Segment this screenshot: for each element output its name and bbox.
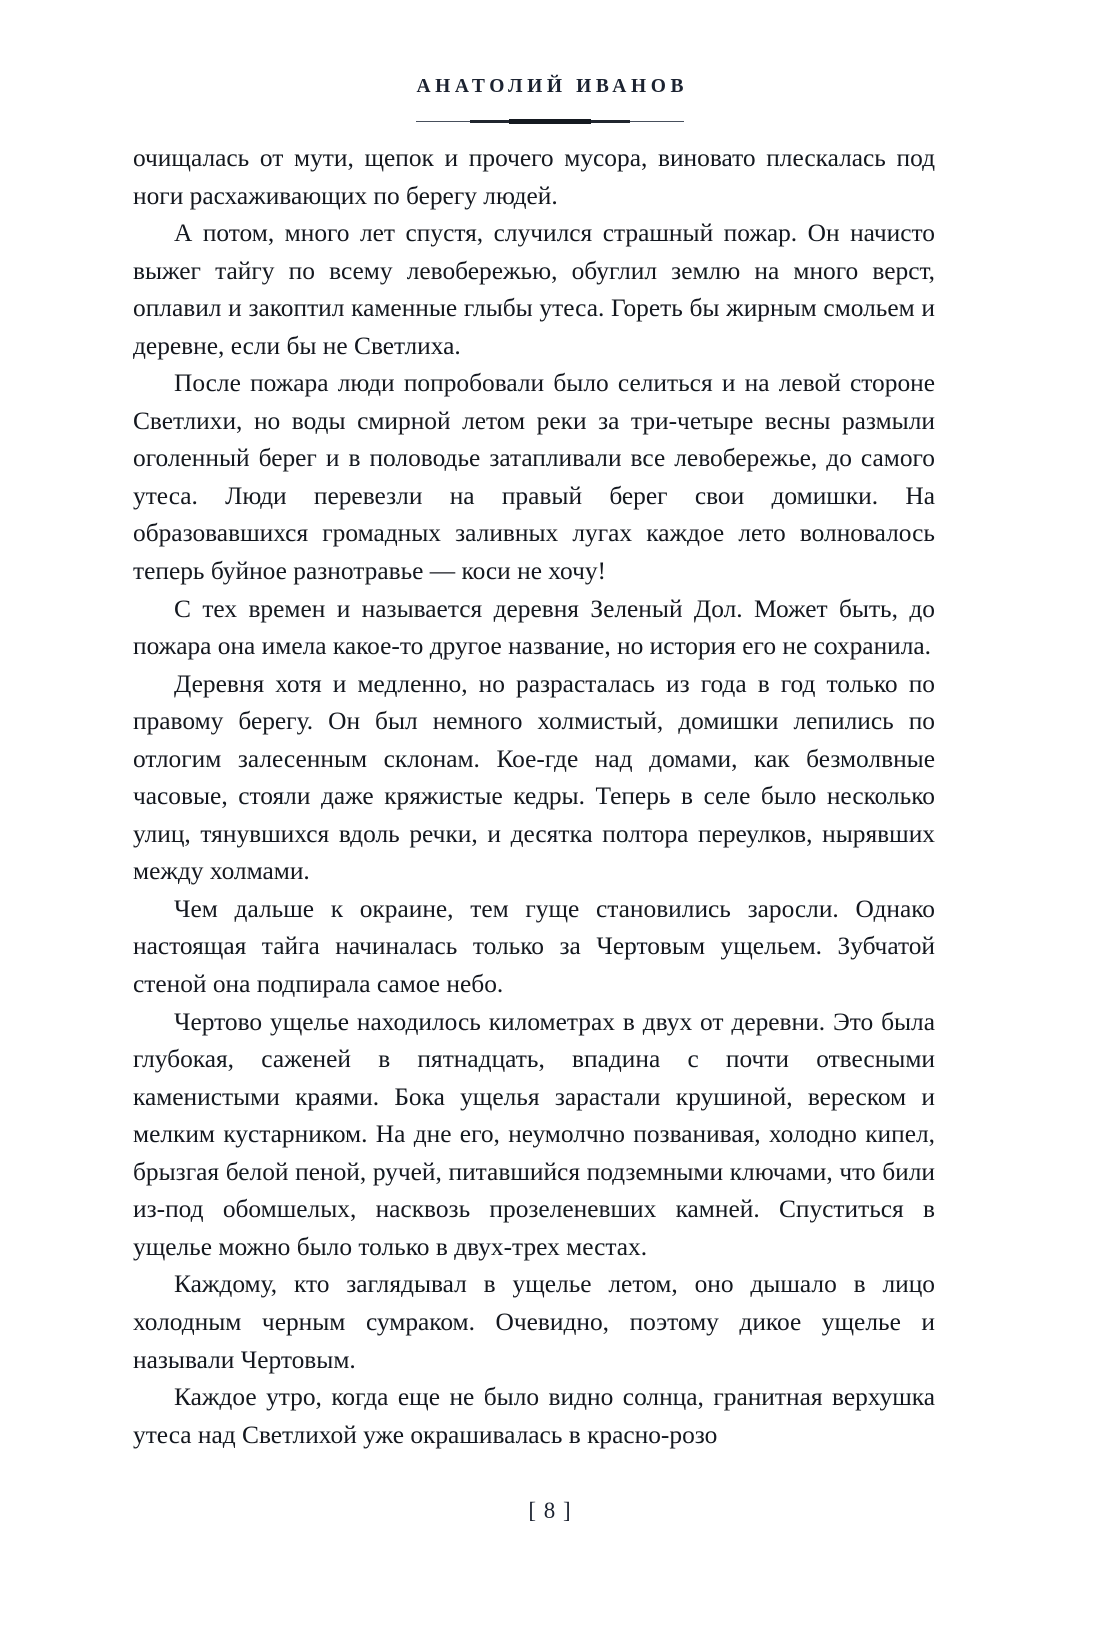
paragraph: Чертово ущелье находилось километрах в двух от деревни. Это была глубокая, саженей в пятнадцать, впадина с почти отвесными каменистыми краями. Бока ущелья зарастали крушиной, вереском и мелким кустарником. На дне его, неумолчно позванивая, холодно кипел, брызгая белой пеной, ручей, питавшийся подземными ключами, что били из-под обомшелых, насквозь прозеленевших камней. Спуститься в ущелье можно было только в двух-трех местах. xyxy=(133,1007,935,1261)
paragraph: С тех времен и называется деревня Зеленый Дол. Может быть, до пожара она имела какое-то другое название, но история его не сохранила. xyxy=(133,594,935,661)
paragraph: очищалась от мути, щепок и прочего мусора, виновато плескалась под ноги расхаживающих по берегу людей. xyxy=(133,144,935,210)
running-header xyxy=(0,76,1100,98)
paragraph: Каждое утро, когда еще не было видно солнца, гранитная верхушка утеса над Светлихой уже окрашивалась в красно-розо xyxy=(133,1383,935,1449)
page-folio xyxy=(0,1498,1100,1524)
ornament-rule-thick xyxy=(509,119,591,124)
body-text-block xyxy=(133,140,935,1454)
page-number: [ 8 ] xyxy=(528,1498,572,1523)
paragraph: Чем дальше к окраине, тем гуще становились заросли. Однако настоящая тайга начиналась только за Чертовым ущельем. Зубчатой стеной она подпирала самое небо. xyxy=(133,894,935,999)
running-header-author: АНАТОЛИЙ ИВАНОВ xyxy=(416,76,689,97)
paragraph: Деревня хотя и медленно, но разрасталась из года в год только по правому берегу. Он был немного холмистый, домишки лепились по отлогим залесенным склонам. Кое-где над домами, как безмолвные часовые, стояли даже кряжистые кедры. Теперь в селе было несколько улиц, тянувшихся вдоль речки, и десятка полтора переулков, нырявших между холмами. xyxy=(133,669,935,886)
header-ornament-rule xyxy=(416,118,684,125)
paragraph: А потом, много лет спустя, случился страшный пожар. Он начисто выжег тайгу по всему левобережью, обуглил землю на много верст, оплавил и закоптил каменные глыбы утеса. Гореть бы жирным смольем и деревне, если бы не Светлиха. xyxy=(133,219,935,360)
paragraph: Каждому, кто заглядывал в ущелье летом, оно дышало в лицо холодным черным сумраком. Очевидно, поэтому дикое ущелье и называли Чертовым. xyxy=(133,1270,935,1374)
paragraph: После пожара люди попробовали было селиться и на левой стороне Светлихи, но воды смирной летом реки за три-четыре весны размыли оголенный берег и в половодье затапливали все левобережье, до самого утеса. Люди перевезли на правый берег свои домишки. На образовавшихся громадных заливных лугах каждое лето волновалось теперь буйное разнотравье — коси не хочу! xyxy=(133,369,935,586)
